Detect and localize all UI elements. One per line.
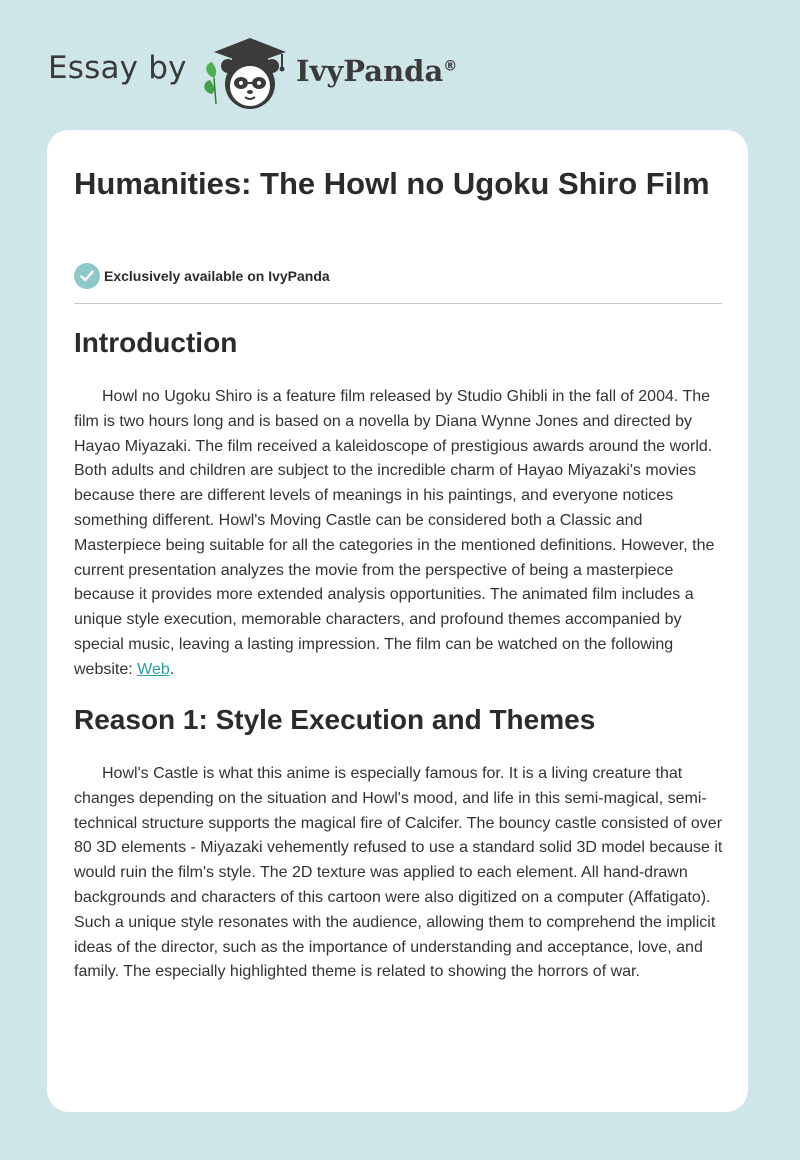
introduction-paragraph: Howl no Ugoku Shiro is a feature film released by Studio Ghibli in the fall of 2004. The film is two hours long and is based on a novella by Diana Wynne Jones and directed by Hayao Miyazaki. The film received a kaleidoscope of prestigious awards around the world. Both adults and children are subject to the incredible charm of Hayao Miyazaki's movies because there are different levels of meanings in his paintings, and everyone notices something different. Howl's Moving Castle can be considered both a Classic and Masterpiece being suitable for all the categories in the mentioned definitions. However, the current presentation analyzes the movie from the perspective of being a masterpiece because it provides more extended analysis opportunities. The animated film includes a unique style execution, memorable characters, and profound themes accompanied by special music, leaving a lasting impression. The film can be watched on the following website: Web. <box>74 388 715 678</box>
brand-name[interactable]: IvyPanda® <box>296 54 458 88</box>
exclusive-badge <box>74 263 330 289</box>
reason-1-paragraph: Howl's Castle is what this anime is especially famous for. It is a living creature that changes depending on the situation and Howl's mood, and life in this semi-magical, semi-technical structure supports the magical fire of Calcifer. The bouncy castle consisted of over 80 3D elements - Miyazaki vehemently refused to use a standard solid 3D model because it would ruin the film's style. The 2D texture was applied to each element. All hand-drawn backgrounds and characters of this cartoon were also digitized on a computer (Affatigato). Such a unique style resonates with the audience, allowing them to comprehend the implicit ideas of the director, such as the importance of understanding and acceptance, love, and family. The especially highlighted theme is related to showing the horrors of war. <box>74 765 723 981</box>
site-header <box>0 0 800 130</box>
exclusive-badge-text: Exclusively available on IvyPanda <box>104 268 330 284</box>
article-card <box>47 130 748 1112</box>
web-link[interactable]: Web <box>137 660 170 678</box>
brand-prefix: Essay by <box>48 50 187 86</box>
title-divider <box>74 303 722 304</box>
registered-mark: ® <box>443 58 458 75</box>
panda-graduation-cap-icon[interactable] <box>200 34 290 110</box>
section-heading-reason-1: Reason 1: Style Execution and Themes <box>74 704 596 735</box>
page-title: Humanities: The Howl no Ugoku Shiro Film <box>74 166 710 201</box>
section-heading-introduction: Introduction <box>74 327 238 358</box>
check-circle-icon <box>74 263 100 289</box>
